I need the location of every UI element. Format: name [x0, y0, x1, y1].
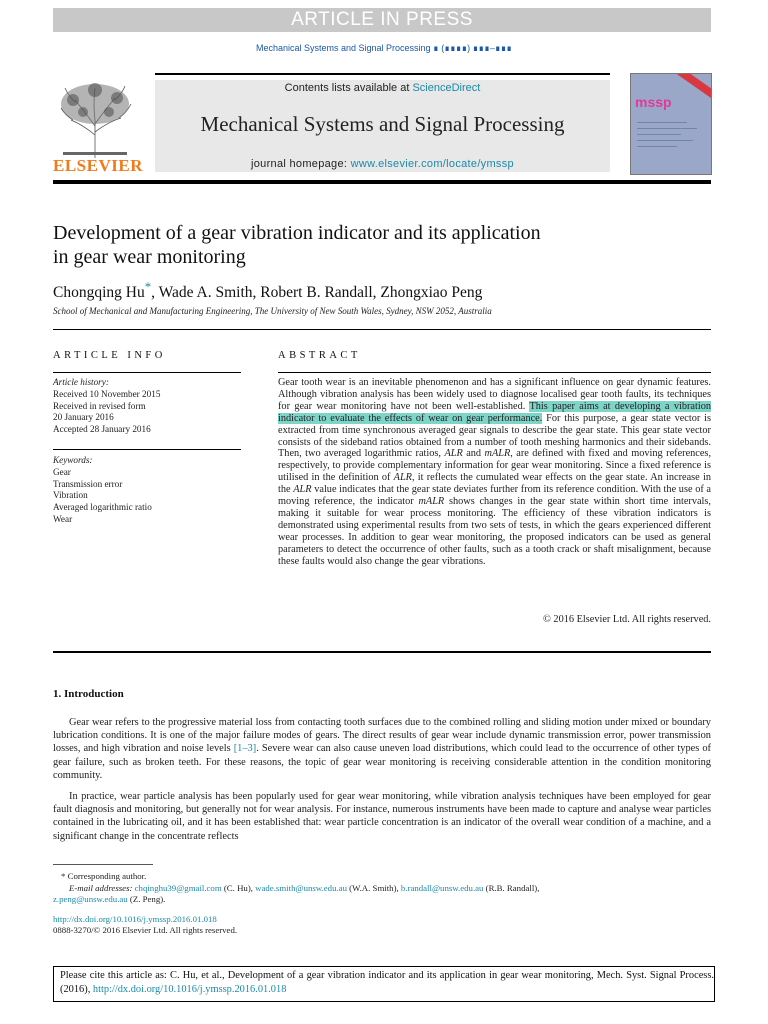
keyword-item: Vibration — [53, 490, 88, 501]
history-item: Accepted 28 January 2016 — [53, 424, 151, 435]
paper-title — [53, 221, 673, 269]
abstract-part: shows changes in the gear state within short time intervals, making it suitable for wear process monitoring. The efficiency of these vibration indicators is demonstrated using experimental results from two sets of tests, in which the gears experienced different wear processes. In addition to gear wear monitoring, the proposed indicators can be used as general parameters to detect the occurrence of other faults, such as a tooth crack or shaft misalignment, because these faults would also change the gear vibrations. — [278, 496, 711, 567]
abstract-part: value indicates that the gear state deviates further from its reference condition. With the use of a moving reference, the indicator — [278, 484, 711, 508]
keyword-item: Wear — [53, 513, 73, 524]
citation-link[interactable]: [1–3] — [233, 743, 257, 755]
other-authors: , Wade A. Smith, Robert B. Randall, Zhongxiao Peng — [151, 284, 483, 302]
first-author: Chongqing Hu — [53, 284, 145, 302]
cover-title: mssp — [635, 94, 672, 110]
title-line-1: Development of a gear vibration indicator and its application — [53, 222, 541, 244]
affiliation: School of Mechanical and Manufacturing Engineering, The University of New South Wales, Sydney, NSW 2052, Australia — [53, 306, 492, 316]
email-line-2 — [53, 894, 711, 906]
article-history — [53, 377, 243, 436]
keywords-rule — [53, 449, 241, 450]
cover-ribbon — [675, 73, 712, 102]
header-bottom-rule — [53, 180, 711, 184]
keyword-item: Averaged logarithmic ratio — [53, 502, 152, 513]
keywords-label: Keywords: — [53, 455, 93, 465]
abstract-rule — [278, 372, 711, 373]
email-line — [53, 883, 711, 895]
alr-term: ALR — [393, 472, 412, 484]
abstract-text — [278, 377, 711, 568]
contents-prefix: Contents lists available at — [284, 82, 413, 94]
author-list — [53, 279, 482, 302]
email-link-peng[interactable]: z.peng@unsw.edu.au — [53, 894, 128, 904]
citation-text: Please cite this article as: C. Hu, et al., Development of a gear vibration indicator and its application in gear wear monitoring, Mech. Syst. Signal Process. (2016), — [60, 970, 714, 995]
journal-reference-link[interactable]: Mechanical Systems and Signal Processing ∎ (∎∎∎∎) ∎∎∎–∎∎∎ — [255, 43, 513, 53]
malr-term: mALR — [484, 448, 511, 460]
citation-doi-link[interactable]: http://dx.doi.org/10.1016/j.ymssp.2016.01.018 — [92, 984, 287, 995]
email-label: E-mail addresses: — [69, 882, 135, 893]
article-info-heading: ARTICLE INFO — [53, 350, 166, 361]
sciencedirect-link[interactable]: ScienceDirect — [412, 82, 481, 94]
journal-cover-thumbnail[interactable] — [630, 73, 712, 175]
email-link-hu[interactable]: chqinghu39@gmail.com — [134, 882, 222, 893]
section-heading-introduction: 1. Introduction — [53, 688, 124, 700]
history-item: Received in revised form — [53, 400, 146, 411]
cover-line — [637, 134, 681, 135]
email-name: (R.B. Randall), — [483, 882, 540, 893]
intro-paragraph-1 — [53, 716, 711, 782]
corresponding-author-link[interactable]: * — [144, 279, 152, 294]
email-link-randall[interactable]: b.randall@unsw.edu.au — [400, 882, 484, 893]
email-name: (C. Hu), — [221, 882, 256, 893]
cover-line — [637, 122, 687, 123]
cover-line — [637, 146, 677, 147]
paragraph-text: In practice, wear particle analysis has been popularly used for gear wear monitoring, while vibration analysis techniques have been employed for gear fault diagnosis and monitoring, but generally not for wear analysis. For instance, numerous instruments have been made to capture and analyse wear particles contained in the lubricating oil, and it has been established that: wear particle concentration is an indicator of the overall wear condition of a machine, and a significant change in the concentrate reflects — [53, 791, 711, 842]
keyword-item: Transmission error — [53, 478, 123, 489]
history-label: Article history: — [53, 377, 109, 387]
article-info-rule — [53, 372, 241, 373]
abstract-copyright: © 2016 Elsevier Ltd. All rights reserved. — [543, 614, 711, 625]
footnotes — [53, 871, 711, 937]
alr-term: ALR — [293, 484, 312, 496]
intro-paragraph-2 — [53, 790, 711, 843]
paragraph-text: Gear wear refers to the progressive material loss from contacting tooth surfaces due to the combined rolling and sliding motion under mixed or boundary lubrication conditions. It is one of the major failure modes of gears. The direct results of gear wear include dynamic transmission error, power transmission losses, and high vibration and noise levels — [53, 717, 711, 755]
abstract-part: and — [462, 448, 485, 460]
issn-line: 0888-3270/© 2016 Elsevier Ltd. All rights reserved. — [53, 925, 238, 935]
elsevier-wordmark: ELSEVIER — [53, 156, 143, 175]
highlighted-sentence[interactable]: This paper aims at developing a vibration indicator to evaluate the effects of wear on gear performance. — [278, 400, 711, 424]
citation-box — [53, 966, 715, 1002]
contents-line — [155, 82, 610, 94]
title-line-2: in gear wear monitoring — [53, 246, 246, 268]
abstract-part: For this purpose, a gear state vector is extracted from time synchronous averaged gear signals to describe the gear state. This gear state vector consists of the sideband ratios obtained from a number of tooth meshing harmonics and their sidebands. Then, two averaged logarithmic ratios, — [278, 412, 712, 460]
paragraph-text: . Severe wear can also cause uneven load distributions, which could lead to the occurrence of other types of gear failure, such as broken teeth. For these reasons, the topic of gear wear monitoring is receiving considerable attention in the condition monitoring community. — [53, 743, 711, 781]
homepage-prefix: journal homepage: — [251, 158, 351, 170]
header-top-rule — [155, 73, 610, 75]
article-in-press-banner: ARTICLE IN PRESS — [53, 8, 711, 32]
journal-homepage — [155, 158, 610, 170]
email-name: (Z. Peng). — [127, 894, 166, 904]
abstract-part: , it reflects the cumulated wear effects on the gear state. An increase in the — [278, 472, 711, 496]
abstract-heading: ABSTRACT — [278, 350, 361, 361]
malr-term: mALR — [418, 496, 445, 508]
cover-line — [637, 128, 697, 129]
cover-line — [637, 140, 693, 141]
footnote-rule — [53, 864, 153, 865]
keywords — [53, 455, 243, 526]
elsevier-tree-logo — [53, 80, 137, 160]
abstract-end-rule — [53, 651, 711, 653]
email-link-smith[interactable]: wade.smith@unsw.edu.au — [255, 882, 347, 893]
abstract-part: Gear tooth wear is an inevitable phenomenon and has a significant influence on gear dynamic features. Although vibration analysis has been widely used to diagnose localised gear tooth faults, its techniques for gear wear monitoring have not been well-established. — [278, 377, 711, 412]
keyword-item: Gear — [53, 466, 71, 477]
email-name: (W.A. Smith), — [346, 882, 401, 893]
abstract-part: , are defined with fixed and moving references, respectively, to provide complementary information for gear wear monitoring. Since a fixed reference is utilised in the definition of — [278, 448, 712, 484]
corresponding-note: * Corresponding author. — [61, 871, 147, 881]
journal-title: Mechanical Systems and Signal Processing — [200, 112, 565, 136]
alr-term: ALR — [444, 448, 463, 460]
affiliation-rule — [53, 329, 711, 330]
history-item: Received 10 November 2015 — [53, 388, 161, 399]
homepage-link[interactable]: www.elsevier.com/locate/ymssp — [350, 158, 514, 170]
history-item: 20 January 2016 — [53, 412, 114, 423]
doi-link[interactable]: http://dx.doi.org/10.1016/j.ymssp.2016.01.018 — [53, 913, 217, 924]
